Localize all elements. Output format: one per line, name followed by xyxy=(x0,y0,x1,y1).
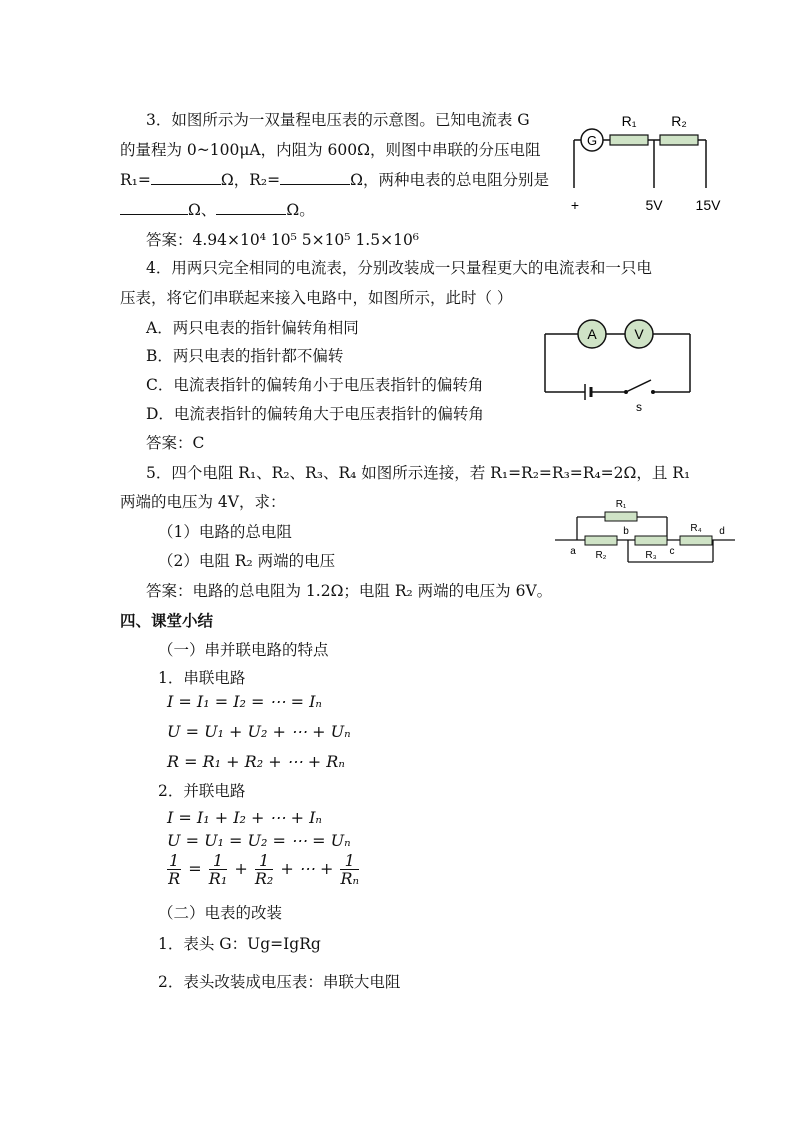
q3-circuit-figure xyxy=(560,108,740,218)
q5-sub1: （1）电路的总电阻 xyxy=(158,523,292,541)
series-voltage-eq: U = U₁ + U₂ + ⋯ + Uₙ xyxy=(167,722,351,741)
q3-line4-a: Ω、 xyxy=(188,201,217,219)
node-d-label: d xyxy=(719,526,725,537)
series-title: 1．串联电路 xyxy=(158,669,246,687)
node-b-label: b xyxy=(623,526,629,537)
q3-line2: 的量程为 0~100μA，内阻为 600Ω，则图中串联的分压电阻 xyxy=(120,141,541,159)
r2-label: R₂ xyxy=(671,113,687,129)
q5-r1-label: R₁ xyxy=(615,499,627,510)
terminal-15v: 15V xyxy=(695,197,721,213)
frac-1-over-r1: $\frac{1}{\text{R₁}}$ xyxy=(208,851,228,888)
q5-circuit-figure xyxy=(555,492,745,572)
r1-label: R₁ xyxy=(621,113,637,129)
summary-part1: （一）串并联电路的特点 xyxy=(158,641,329,659)
q5-r4-label: R₄ xyxy=(690,523,702,534)
r1-resistor xyxy=(610,135,648,145)
q5-stem2: 两端的电压为 4V，求： xyxy=(120,493,286,511)
summary-part2: （二）电表的改装 xyxy=(158,904,283,922)
q4-option-d: D．电流表指针的偏转角大于电压表指针的偏转角 xyxy=(146,405,484,423)
q5-r1-resistor xyxy=(605,512,637,521)
q4-stem2: 压表，将它们串联起来接入电路中，如图所示，此时（ ） xyxy=(120,289,513,307)
node-a-label: a xyxy=(570,546,576,557)
parallel-title: 2．并联电路 xyxy=(158,782,246,800)
frac-1-over-r2: $\frac{1}{\text{R₂}}$ xyxy=(254,851,274,888)
node-c-label: c xyxy=(669,546,675,557)
q3-line4 xyxy=(120,200,315,220)
frac-1-over-r: $\frac{1}{R}$ xyxy=(168,851,181,888)
q3-total1-blank xyxy=(120,200,188,215)
r2-resistor xyxy=(660,135,698,145)
q3-r2-blank xyxy=(280,170,350,185)
meter-item-1: 1．表头 G：Ug=IgRg xyxy=(158,935,321,953)
parallel-current-eq: I = I₁ + I₂ + ⋯ + Iₙ xyxy=(167,808,322,827)
q5-r3-resistor xyxy=(635,536,667,545)
parallel-voltage-eq: U = U₁ = U₂ = ⋯ = Uₙ xyxy=(167,831,351,850)
meter-item-2: 2．表头改装成电压表：串联大电阻 xyxy=(158,973,401,991)
q4-circuit-figure xyxy=(535,314,700,414)
terminal-5v: 5V xyxy=(645,197,663,213)
frac-1-over-rn: $\frac{1}{\text{Rₙ}}$ xyxy=(340,851,360,888)
switch-label: s xyxy=(636,400,642,414)
q5-r4-resistor xyxy=(680,536,712,545)
q3-answer: 答案：4.94×10⁴ 10⁵ 5×10⁵ 1.5×10⁶ xyxy=(146,231,420,249)
terminal-plus: + xyxy=(570,197,580,213)
q3-r2-unit: Ω，两种电表的总电阻分别是 xyxy=(350,171,549,189)
q5-r2-resistor xyxy=(585,536,617,545)
galvanometer-label: G xyxy=(586,133,598,148)
q3-line1: 3．如图所示为一双量程电压表的示意图。已知电流表 G xyxy=(146,111,530,129)
q3-total2-blank xyxy=(216,200,286,215)
q5-sub2: （2）电阻 R₂ 两端的电压 xyxy=(158,552,336,570)
q3-line4-b: Ω。 xyxy=(286,201,315,219)
q3-r1-blank xyxy=(151,170,221,185)
q3-r1-label: R₁= xyxy=(120,171,151,189)
q4-option-b: B．两只电表的指针都不偏转 xyxy=(146,347,344,365)
q5-r3-label: R₃ xyxy=(645,550,657,561)
series-resistance-eq: R = R₁ + R₂ + ⋯ + Rₙ xyxy=(167,752,345,771)
q4-option-a: A．两只电表的指针偏转角相同 xyxy=(146,319,359,337)
voltmeter-label: V xyxy=(634,326,644,342)
q4-stem1: 4．用两只完全相同的电流表，分别改装成一只量程更大的电流表和一只电 xyxy=(146,259,652,277)
q4-option-c: C．电流表指针的偏转角小于电压表指针的偏转角 xyxy=(146,376,484,394)
q3-r1-unit: Ω，R₂= xyxy=(220,171,281,189)
q4-answer: 答案：C xyxy=(146,434,205,452)
parallel-resistance-eq: $\frac{1}{R}$ = $\frac{1}{\text{R₁}}$ + $\frac{1}{\text{R₂}}$ + ⋯ + $\frac{1}{\text{Rₙ}}$ xyxy=(168,851,360,888)
ammeter-label: A xyxy=(587,326,597,342)
series-current-eq: I = I₁ = I₂ = ⋯ = Iₙ xyxy=(167,692,322,711)
q5-r2-label: R₂ xyxy=(595,550,607,561)
q5-stem1: 5．四个电阻 R₁、R₂、R₃、R₄ 如图所示连接，若 R₁=R₂=R₃=R₄=2Ω，且 R₁ xyxy=(146,464,691,482)
switch-blade xyxy=(626,380,651,392)
q5-answer: 答案：电路的总电阻为 1.2Ω；电阻 R₂ 两端的电压为 6V。 xyxy=(146,582,553,600)
summary-heading: 四、课堂小结 xyxy=(120,611,214,630)
q3-line3 xyxy=(120,170,549,190)
